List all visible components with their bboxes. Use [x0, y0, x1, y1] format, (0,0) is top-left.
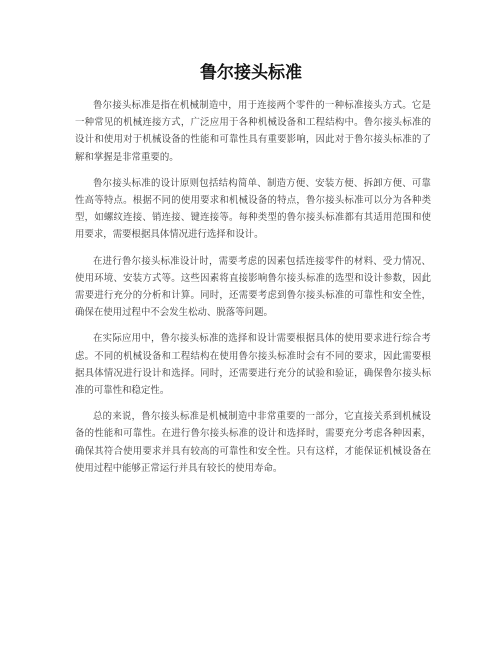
- document-body: [75, 97, 431, 486]
- paragraph: 鲁尔接头标准的设计原则包括结构简单、制造方便、安装方便、拆卸方便、可靠性高等特点。根据不同的使用要求和机械设备的特点，鲁尔接头标准可以分为各种类型，如螺纹连接、销连接、键连接等。每种类型的鲁尔接头标准都有其适用范围和使用要求，需要根据具体情况进行选择和设计。: [75, 177, 431, 241]
- paragraph: 在实际应用中，鲁尔接头标准的选择和设计需要根据具体的使用要求进行综合考虑。不同的机械设备和工程结构在使用鲁尔接头标准时会有不同的要求，因此需要根据具体情况进行设计和选择。同时，还需要进行充分的试验和验证，确保鲁尔接头标准的可靠性和稳定性。: [75, 333, 431, 397]
- document-title: 鲁尔接头标准: [200, 63, 302, 83]
- paragraph: 鲁尔接头标准是指在机械制造中，用于连接两个零件的一种标准接头方式。它是一种常见的机械连接方式，广泛应用于各种机械设备和工程结构中。鲁尔接头标准的设计和使用对于机械设备的性能和可靠性具有重要影响，因此对于鲁尔接头标准的了解和掌握是非常重要的。: [75, 100, 431, 163]
- paragraph: 在进行鲁尔接头标准设计时，需要考虑的因素包括连接零件的材料、受力情况、使用环境、安装方式等。这些因素将直接影响鲁尔接头标准的选型和设计参数，因此需要进行充分的分析和计算。同时，还需要考虑到鲁尔接头标准的可靠性和安全性，确保在使用过程中不会发生松动、脱落等问题。: [75, 255, 431, 319]
- paragraph: 总的来说，鲁尔接头标准是机械制造中非常重要的一部分，它直接关系到机械设备的性能和可靠性。在进行鲁尔接头标准的设计和选择时，需要充分考虑各种因素，确保其符合使用要求并具有较高的可靠性和安全性。只有这样，才能保证机械设备在使用过程中能够正常运行并具有较长的使用寿命。: [75, 411, 431, 474]
